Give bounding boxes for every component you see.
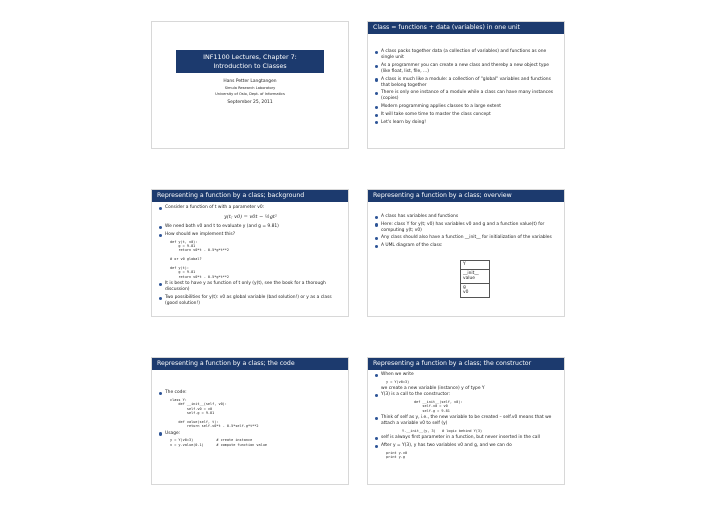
code-block: y = Y(v0=3): [386, 379, 410, 384]
uml-diagram: [460, 260, 490, 298]
bullet: There is only one instance of a module while a class can have many instances (copies): [374, 90, 559, 102]
bullet: self is always first parameter in a function, but never inserted in the call: [374, 435, 559, 441]
bullet: A UML diagram of the class:: [374, 243, 559, 249]
equation: y(t; v0) = v0t − ½gt²: [224, 214, 277, 221]
bullet: After y = Y(3), y has two variables v0 and g, and we can do: [374, 443, 559, 449]
title-info: [152, 79, 348, 106]
bullet: The code:: [158, 390, 343, 396]
date: September 25, 2011: [227, 100, 273, 105]
lab: Simula Research Laboratory: [224, 86, 276, 90]
bullet: We need both v0 and t to evaluate y (and g = 9.81): [158, 224, 343, 230]
code-block: print y.v0 print y.g: [386, 450, 408, 460]
bullet: A class packs together data (a collection of variables) and functions as one single unit: [374, 49, 559, 61]
bullet: Two possibilities for y(t): v0 as global variable (bad solution!) or y as a class (good solution!): [158, 295, 343, 307]
title-box: [176, 50, 324, 73]
uml-attr-g: g: [463, 284, 466, 290]
slide-header: Representing a function by a class; background: [152, 190, 348, 202]
uml-methods: [461, 270, 489, 284]
department: University of Oslo, Dept. of Informatics: [215, 92, 285, 96]
code-block: def y(t, v0): g = 9.81 return v0*t - 0.5*g*t**2 # or v0 global? def y(t): g = 9.81 return v0*t - 0.5*g*t**2: [170, 239, 230, 279]
bullet: Let's learn by doing!: [374, 120, 559, 126]
bullet-list: [374, 435, 559, 449]
uml-method-value: value: [463, 276, 475, 281]
bullet: It is best to have y as function of t only (y(t), see the book for a thorough discussion): [158, 281, 343, 293]
bullet: Here: class Y for y(t; v0) has variables v0 and g and a function value(t) for computing y(t; v0): [374, 222, 559, 234]
bullet: Y(3) is a call to the constructor:: [374, 392, 559, 398]
bullet-list: [374, 49, 559, 126]
slide-header: Representing a function by a class; the constructor: [368, 358, 564, 370]
bullet-list: [374, 214, 559, 249]
bullet: A class is much like a module: a collection of "global" variables and functions that belong together: [374, 77, 559, 89]
lecture-subtitle: Introduction to Classes: [213, 61, 287, 70]
bullet: How should we implement this?: [158, 232, 343, 238]
bullet: Usage:: [158, 431, 343, 437]
bullet-list: [374, 372, 559, 378]
uml-attributes: [461, 284, 489, 297]
bullet: As a programmer you can create a new class and thereby a new object type (like float, list, file, ...): [374, 63, 559, 75]
slide-header: Representing a function by a class; overview: [368, 190, 564, 202]
slide-constructor: [368, 358, 564, 484]
bullet-list: [374, 415, 559, 427]
uml-class-name: Y: [461, 261, 489, 270]
bullet: A class has variables and functions: [374, 214, 559, 220]
slide-overview: [368, 190, 564, 316]
code-block: y = Y(v0=3) # create instance v = y.value(0.1) # compute function value: [170, 438, 267, 447]
bullet-list: [158, 390, 343, 396]
bullet: Modern programming applies classes to a large extent: [374, 104, 559, 110]
slide-header: Representing a function by a class; the code: [152, 358, 348, 370]
bullet: Any class should also have a function __init__ for initialization of the variables: [374, 235, 559, 241]
uml-attr-v0: v0: [463, 290, 469, 295]
lecture-title: INF1100 Lectures, Chapter 7:: [203, 53, 297, 61]
bullet: Consider a function of t with a parameter v0:: [158, 205, 343, 211]
code-block: class Y: def __init__(self, v0): self.v0 = v0 self.g = 9.81 def value(self, t): return self.v0*t - 0.5*self.g*t**2: [170, 397, 259, 429]
slide-title: [152, 22, 348, 148]
slide-header: [152, 22, 348, 34]
bullet: When we write: [374, 372, 559, 378]
bullet-list: [374, 392, 559, 398]
bullet-list: [158, 224, 343, 238]
author: Hans Petter Langtangen: [223, 79, 277, 84]
bullet: Think of self as y, i.e., the new variable to be created – self.v0 means that we attach a variable v0 to self (y): [374, 415, 559, 427]
slide-background: [152, 190, 348, 316]
bullet-list: [158, 431, 343, 437]
text-line: we create a new variable (instance) y of type Y: [381, 386, 485, 392]
code-block: def __init__(self, v0): self.v0 = v0 self.g = 9.81: [414, 399, 463, 413]
slide-header: Class = functions + data (variables) in one unit: [368, 22, 564, 34]
bullet-list: [158, 205, 343, 211]
slide-class-intro: [368, 22, 564, 148]
bullet-list: [158, 281, 343, 307]
uml-method-init: __init__: [463, 270, 479, 276]
slide-code: [152, 358, 348, 484]
bullet: It will take some time to master the class concept: [374, 112, 559, 118]
code-block: Y.__init__(y, 3) # logic behind Y(3): [402, 428, 483, 433]
